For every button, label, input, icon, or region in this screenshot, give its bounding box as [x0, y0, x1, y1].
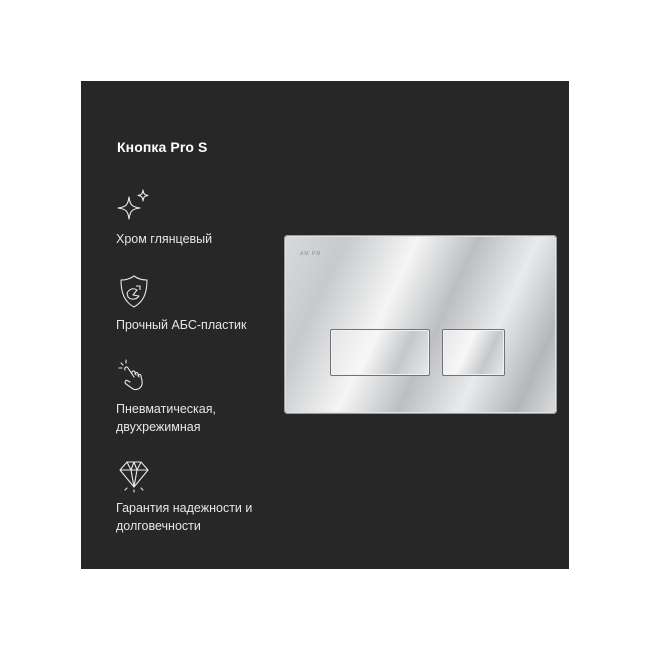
feature-label: Пневматическая,: [116, 402, 216, 416]
sparkle-icon: [116, 188, 152, 224]
shield-icon: [116, 274, 152, 310]
feature-label: Гарантия надежности и: [116, 501, 253, 515]
feature-reliability-guarantee: [116, 457, 316, 535]
diamond-icon: [116, 457, 152, 493]
product-feature-card: [81, 81, 569, 569]
feature-label: двухрежимная: [116, 420, 201, 434]
feature-label: Прочный АБС-пластик: [116, 318, 247, 332]
small-flush-button: [442, 329, 505, 376]
flush-plate-image: [284, 235, 557, 414]
large-flush-button: [330, 329, 430, 376]
brand-logo: AM.PM: [300, 251, 322, 257]
feature-label: Хром глянцевый: [116, 232, 213, 246]
product-title: Кнопка Pro S: [117, 139, 208, 155]
finger-press-icon: [116, 358, 152, 394]
feature-label: долговечности: [116, 519, 201, 533]
